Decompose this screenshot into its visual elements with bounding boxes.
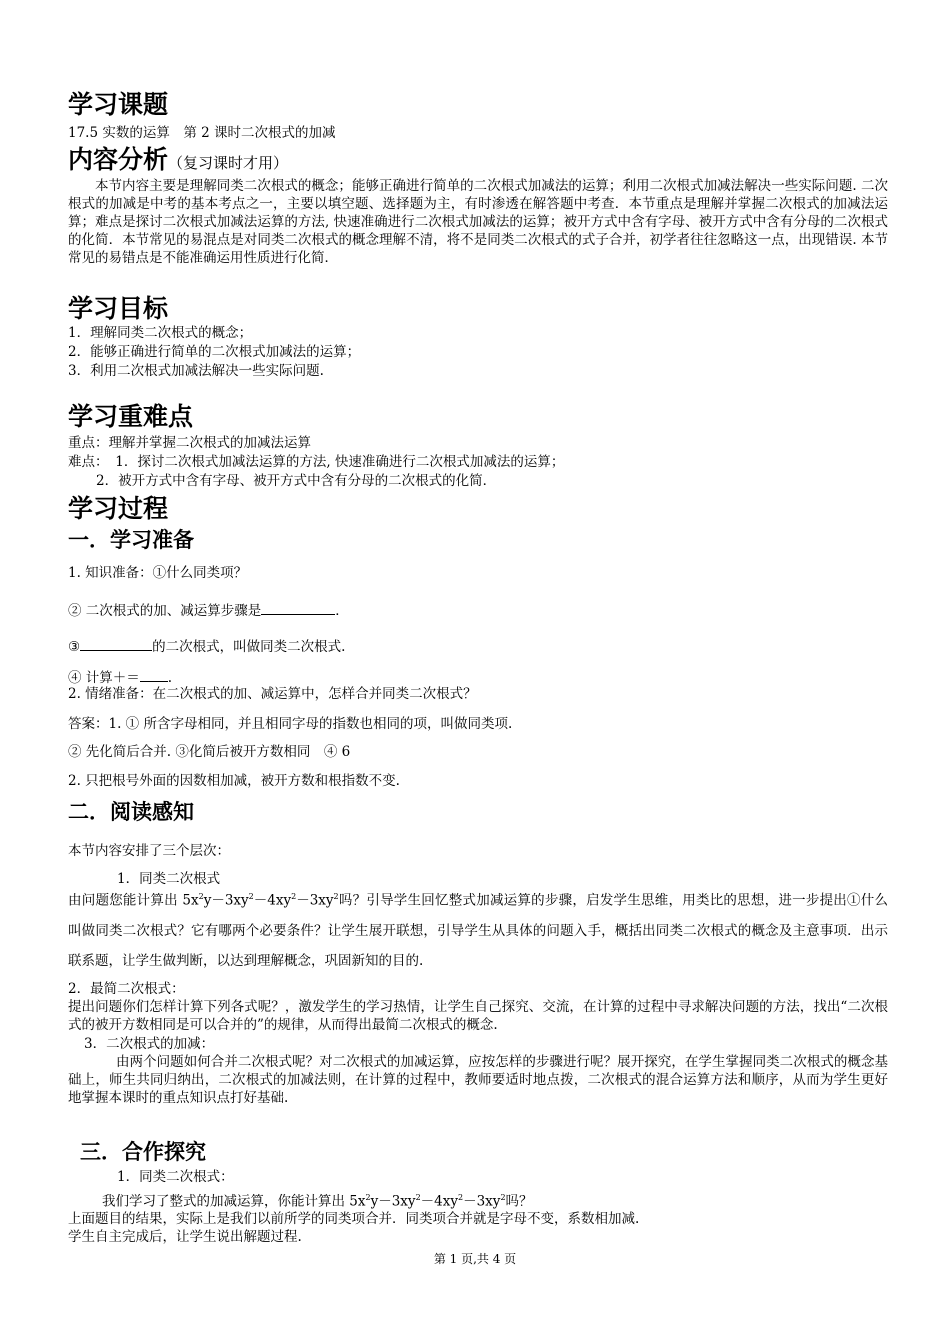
prep-item-3-text: 的二次根式，叫做同类二次根式. (152, 639, 346, 655)
fill-blank (261, 600, 335, 615)
analysis-heading-row (68, 145, 288, 175)
coop-1-text-part: 吗？ (505, 1193, 533, 1210)
coop-1-title: 1．同类二次根式： (117, 1169, 234, 1185)
read-3-title: 3．二次根式的加减： (84, 1036, 215, 1052)
answer-line-1: 答案：1. ① 所含字母相同，并且相同字母的指数也相同的项，叫做同类项. (68, 716, 513, 732)
difficult-point-1: 难点： 1．探讨二次根式加减法运算的方法, 快速准确进行二次根式加减法的运算； (68, 454, 565, 470)
analysis-heading: 内容分析 (68, 145, 169, 174)
topic-heading: 学习课题 (68, 90, 169, 119)
prep-item-5: 2. 情绪准备：在二次根式的加、减运算中，怎样合并同类二次根式？ (68, 686, 477, 702)
read-2-title: 2．最简二次根式： (68, 981, 185, 997)
coop-1-text (102, 1189, 533, 1211)
fill-blank (80, 636, 152, 651)
goals-heading: 学习目标 (68, 294, 169, 323)
superscript: 2 (333, 892, 339, 901)
read-1-text: －4xy (253, 892, 292, 909)
superscript: 2 (198, 892, 204, 901)
prep-item-3-start: ③ (68, 639, 81, 655)
difficult-point-2: 2．被开方式中含有字母、被开方式中含有分母的二次根式的化简． (96, 473, 497, 489)
prep-item-2 (68, 600, 349, 620)
analysis-paragraph: 本节内容主要是理解同类二次根式的概念；能够正确进行简单的二次根式加减法的运算；利用二次根式加减法解决一些实际问题. 二次根式的加减是中考的基本考点之一，主要以填空题、选择题为主，有时渗透在解答题中考查．本节重点是理解并掌握二次根式的加减法运算；难点是探讨二次根式加减法运算的方法, 快速准确进行二次根式加减法的运算；被开方式中含有字母、被开方式中含有分母的二次根式的化简．本节常见的易混点是对同类二次根式的概念理解不清，将不是同类二次根式的式子合并，初学者往往忽略这一点，出现错误. 本节常见的易错点是不能准确运用性质进行化简． (68, 178, 888, 266)
read-3-paragraph: 由两个问题如何合并二次根式呢？对二次根式的加减运算，应按怎样的步骤进行呢？展开探究，在学生掌握同类二次根式的概念基础上，师生共同归纳出，二次根式的加减法则，在计算的过程中，教师要适时地点拨，二次根式的混合运算方法和顺序，从而为学生更好地掌握本课时的重点知识点打好基础. (68, 1054, 888, 1106)
topic-line: 17.5 实数的运算 第 2 课时二次根式的加减 (68, 125, 336, 141)
read-1-text: 由问题您能计算出 5x (68, 892, 199, 909)
read-1-text: 吗？引导学生回忆整式加减运算的步骤，启发学生思维，用类比的思想，进一步提出①什么叫做同类二次根式？它有哪两个必要条件？让学生展开联想，引导学生从具体的问题入手，概括出同类二次根式的概念及主意事项．出示联系题，让学生做判断，以达到理解概念，巩固新知的目的. (68, 892, 889, 969)
prep-item-2-end: ． (335, 603, 349, 619)
superscript: 2 (415, 1193, 421, 1202)
prep-item-4-text: ④ 计算＋＝ (68, 670, 140, 686)
prep-item-3 (68, 636, 345, 656)
read-1-text: y－3xy (203, 892, 249, 909)
coop-2: 上面题目的结果，实际上是我们以前所学的同类项合并．同类项合并就是字母不变，系数相加减. (68, 1211, 640, 1227)
page-footer: 第 1 页,共 4 页 (433, 1252, 517, 1266)
coop-1-text-part: －4xy (420, 1193, 458, 1210)
key-point: 重点：理解并掌握二次根式的加减法运算 (68, 435, 311, 451)
read-2-paragraph: 提出问题你们怎样计算下列各式呢？，激发学生的学习热情，让学生自己探究、交流，在计算的过程中寻求解决问题的方法，找出“二次根式的被开方数相同是可以合并的”的规律，从而得出最简二次根式的概念. (68, 999, 888, 1033)
coop-3: 学生自主完成后，让学生说出解题过程. (68, 1229, 302, 1245)
fill-blank (140, 667, 168, 682)
superscript: 2 (291, 892, 297, 901)
goal-item: 2．能够正确进行简单的二次根式加减法的运算； (68, 344, 361, 360)
answer-line-2: ② 先化简后合并. ③化简后被开方数相同 ④ 6 (68, 744, 351, 760)
coop-1-text-part: －3xy (463, 1193, 501, 1210)
read-1-text: －3xy (296, 892, 334, 909)
coop-1-text-part: 我们学习了整式的加减运算，你能计算出 5x (102, 1193, 366, 1210)
prep-item-2-text: ② 二次根式的加、减运算步骤是 (68, 603, 262, 619)
read-1-paragraph (68, 882, 888, 976)
superscript: 2 (365, 1193, 371, 1202)
prep-item-4-end: . (167, 670, 173, 686)
superscript: 2 (500, 1193, 506, 1202)
superscript: 2 (248, 892, 254, 901)
prep-item-4 (68, 667, 172, 687)
prep-heading: 一．学习准备 (68, 528, 194, 552)
read-heading: 二．阅读感知 (68, 800, 194, 824)
goal-item: 3．利用二次根式加减法解决一些实际问题. (68, 363, 324, 379)
read-1-title: 1．同类二次根式 (117, 871, 221, 887)
coop-1-text-part: y－3xy (370, 1193, 416, 1210)
read-intro: 本节内容安排了三个层次： (68, 843, 230, 859)
answer-line-3: 2. 只把根号外面的因数相加减，被开方数和根指数不变. (68, 773, 400, 789)
coop-heading: 三．合作探究 (80, 1140, 206, 1164)
superscript: 2 (458, 1193, 464, 1202)
key-heading: 学习重难点 (68, 402, 194, 431)
process-heading: 学习过程 (68, 494, 169, 523)
analysis-note: （复习课时才用） (168, 154, 289, 172)
goal-item: 1．理解同类二次根式的概念； (68, 325, 253, 341)
prep-item-1: 1. 知识准备：①什么同类项？ (68, 565, 248, 581)
